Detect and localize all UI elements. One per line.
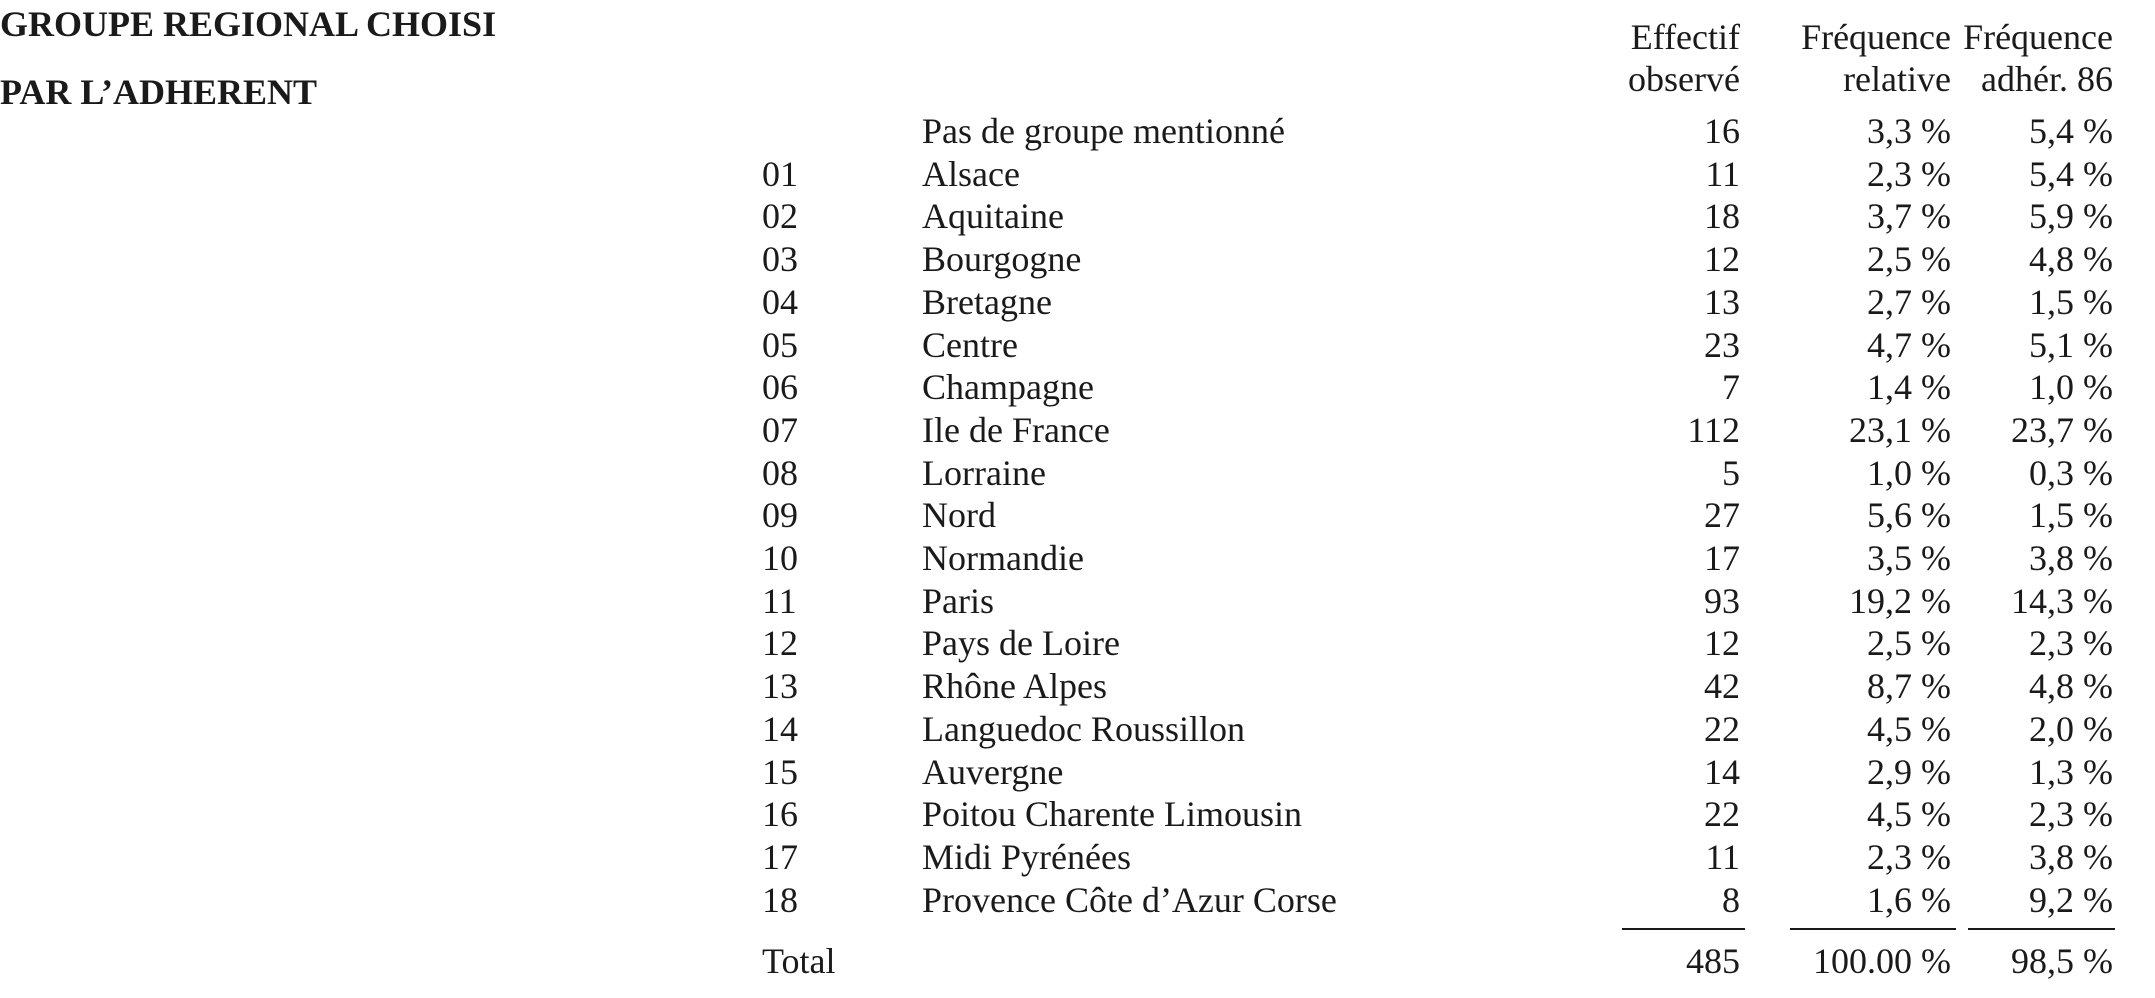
region-code: 12 [762,623,798,663]
region-code: 01 [762,154,798,194]
region-name: Languedoc Roussillon [922,709,1245,749]
table-row [0,281,2155,324]
relative-frequency: 1,4 % [1867,367,1951,407]
region-name: Paris [922,581,994,621]
members-86-frequency: 9,2 % [2029,880,2113,920]
region-code: 04 [762,282,798,322]
region-code: 18 [762,880,798,920]
observed-count: 17 [1704,538,1740,578]
total-label: Total [762,941,836,981]
page-title-line-2: PAR L’ADHERENT [0,72,318,112]
relative-frequency: 8,7 % [1867,666,1951,706]
members-86-frequency: 1,3 % [2029,752,2113,792]
region-name: Provence Côte d’Azur Corse [922,880,1337,920]
table-row [0,751,2155,794]
region-name: Alsace [922,154,1020,194]
table-row [0,708,2155,751]
region-name: Pays de Loire [922,623,1120,663]
observed-count: 8 [1722,880,1740,920]
relative-frequency: 2,5 % [1867,623,1951,663]
observed-count: 22 [1704,794,1740,834]
table-row [0,409,2155,452]
sum-rule-count [1622,928,1745,930]
region-code: 07 [762,410,798,450]
region-name: Auvergne [922,752,1064,792]
region-name: Normandie [922,538,1084,578]
region-code: 09 [762,495,798,535]
relative-frequency: 3,7 % [1867,196,1951,236]
members-86-frequency: 1,5 % [2029,495,2113,535]
relative-frequency: 23,1 % [1849,410,1951,450]
members-86-frequency: 2,3 % [2029,623,2113,663]
table-row [0,879,2155,922]
region-name: Lorraine [922,453,1046,493]
members-86-frequency: 1,0 % [2029,367,2113,407]
region-name: Pas de groupe mentionné [922,111,1285,151]
sum-rule-relative [1790,928,1956,930]
page-title-line-1: GROUPE REGIONAL CHOISI [0,4,497,44]
observed-count: 13 [1704,282,1740,322]
region-code: 15 [762,752,798,792]
relative-frequency: 2,5 % [1867,239,1951,279]
observed-count: 11 [1705,837,1740,877]
observed-count: 11 [1705,154,1740,194]
relative-frequency: 4,5 % [1867,709,1951,749]
region-code: 14 [762,709,798,749]
region-name: Midi Pyrénées [922,837,1131,877]
members-86-frequency: 0,3 % [2029,453,2113,493]
column-header-count [1628,16,1740,100]
relative-frequency: 3,5 % [1867,538,1951,578]
column-header-relative-line-1: Fréquence [1801,17,1951,57]
relative-frequency: 2,9 % [1867,752,1951,792]
table-row [0,665,2155,708]
sum-rule-members86 [1968,928,2115,930]
table-row [0,494,2155,537]
table-row [0,452,2155,495]
table-row [0,366,2155,409]
total-row [0,940,2155,983]
observed-count: 7 [1722,367,1740,407]
column-header-members86-line-1: Fréquence [1963,17,2113,57]
observed-count: 18 [1704,196,1740,236]
observed-count: 16 [1704,111,1740,151]
column-header-members86 [1963,16,2113,100]
members-86-frequency: 3,8 % [2029,837,2113,877]
table-row [0,324,2155,367]
table-row [0,793,2155,836]
column-header-relative [1801,16,1951,100]
members-86-frequency: 4,8 % [2029,666,2113,706]
members-86-frequency: 23,7 % [2011,410,2113,450]
observed-count: 14 [1704,752,1740,792]
region-name: Nord [922,495,996,535]
total-relative: 100.00 % [1813,941,1951,981]
relative-frequency: 4,5 % [1867,794,1951,834]
table-row [0,537,2155,580]
region-code: 03 [762,239,798,279]
region-name: Poitou Charente Limousin [922,794,1302,834]
observed-count: 5 [1722,453,1740,493]
region-code: 06 [762,367,798,407]
region-code: 11 [762,581,797,621]
members-86-frequency: 5,4 % [2029,154,2113,194]
total-members86: 98,5 % [2011,941,2113,981]
members-86-frequency: 5,9 % [2029,196,2113,236]
relative-frequency: 2,3 % [1867,837,1951,877]
table-row [0,153,2155,196]
region-code: 10 [762,538,798,578]
table-row [0,238,2155,281]
observed-count: 93 [1704,581,1740,621]
relative-frequency: 1,6 % [1867,880,1951,920]
members-86-frequency: 2,0 % [2029,709,2113,749]
region-name: Bourgogne [922,239,1082,279]
members-86-frequency: 5,4 % [2029,111,2113,151]
table-row [0,195,2155,238]
observed-count: 42 [1704,666,1740,706]
relative-frequency: 4,7 % [1867,325,1951,365]
table-row [0,110,2155,153]
column-header-relative-line-2: relative [1843,59,1951,99]
relative-frequency: 2,7 % [1867,282,1951,322]
observed-count: 112 [1687,410,1740,450]
members-86-frequency: 14,3 % [2011,581,2113,621]
total-count: 485 [1686,941,1740,981]
column-header-members86-line-2: adhér. 86 [1981,59,2113,99]
observed-count: 23 [1704,325,1740,365]
region-name: Champagne [922,367,1094,407]
region-code: 02 [762,196,798,236]
observed-count: 22 [1704,709,1740,749]
members-86-frequency: 1,5 % [2029,282,2113,322]
region-code: 16 [762,794,798,834]
region-code: 05 [762,325,798,365]
relative-frequency: 1,0 % [1867,453,1951,493]
table-row [0,580,2155,623]
relative-frequency: 2,3 % [1867,154,1951,194]
region-code: 08 [762,453,798,493]
table-row [0,836,2155,879]
relative-frequency: 3,3 % [1867,111,1951,151]
region-name: Aquitaine [922,196,1064,236]
members-86-frequency: 2,3 % [2029,794,2113,834]
region-name: Rhône Alpes [922,666,1107,706]
observed-count: 12 [1704,623,1740,663]
members-86-frequency: 3,8 % [2029,538,2113,578]
column-header-count-line-2: observé [1628,59,1740,99]
table-row [0,622,2155,665]
region-code: 17 [762,837,798,877]
relative-frequency: 19,2 % [1849,581,1951,621]
region-name: Bretagne [922,282,1052,322]
region-name: Ile de France [922,410,1110,450]
observed-count: 27 [1704,495,1740,535]
region-name: Centre [922,325,1018,365]
relative-frequency: 5,6 % [1867,495,1951,535]
members-86-frequency: 5,1 % [2029,325,2113,365]
observed-count: 12 [1704,239,1740,279]
column-header-count-line-1: Effectif [1630,17,1740,57]
members-86-frequency: 4,8 % [2029,239,2113,279]
region-code: 13 [762,666,798,706]
